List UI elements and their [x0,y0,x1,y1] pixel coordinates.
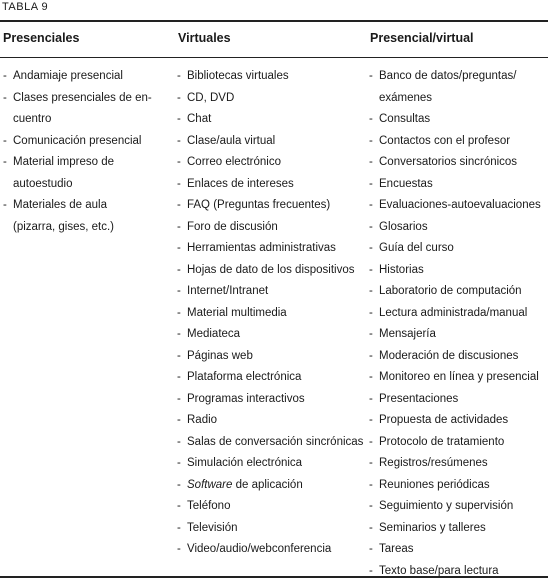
list-item-text: - Lectura administrada/manual [379,303,547,325]
table-caption: TABLA 9 [2,1,48,13]
list-item [177,66,362,88]
list-item-text: - Chat [187,109,362,131]
list-item-text: - Moderación de discusiones [379,346,547,368]
list-item-text: - Banco de datos/preguntas/ [379,66,547,88]
list-item-text: - Comunicación presencial [13,131,168,153]
list-item [177,475,362,497]
item-list [177,66,362,561]
list-item-text: - Andamiaje presencial [13,66,168,88]
list-item-text: - Mediateca [187,324,362,346]
header-rule [0,57,548,58]
list-item-text: - Páginas web [187,346,362,368]
list-item [369,303,547,325]
list-item [177,367,362,389]
list-item [369,346,547,368]
list-item [369,367,547,389]
list-item-text: - Hojas de dato de los dispositivos [187,260,362,282]
list-item-text: - Teléfono [187,496,362,518]
list-item-text: - Foro de discusión [187,217,362,239]
list-item-text: - Radio [187,410,362,432]
list-item [177,303,362,325]
list-item-text: - Seminarios y talleres [379,518,547,540]
list-item [369,496,547,518]
list-item [369,432,547,454]
list-item [369,518,547,540]
list-item-text: - Seguimiento y supervisión [379,496,547,518]
list-item [369,131,547,153]
list-item-text: - Historias [379,260,547,282]
list-item-text: - Monitoreo en línea y presencial [379,367,547,389]
list-item [177,217,362,239]
list-item [177,238,362,260]
list-item-text: - Video/audio/webconferencia [187,539,362,561]
list-item [369,410,547,432]
list-item-italic-text: Software [187,479,232,491]
list-item-text: - Material multimedia [187,303,362,325]
list-item [3,66,168,88]
list-item [177,260,362,282]
list-item [369,217,547,239]
list-item [177,518,362,540]
list-item-text: - Programas interactivos [187,389,362,411]
list-item [369,260,547,282]
list-item [177,152,362,174]
list-item [177,432,362,454]
list-item [177,346,362,368]
list-item [369,475,547,497]
list-item [369,238,547,260]
list-item-text: - Evaluaciones-autoevaluaciones [379,195,547,217]
list-item-text: - Simulación electrónica [187,453,362,475]
top-rule [0,20,548,22]
list-item-text: - Presentaciones [379,389,547,411]
list-item-text: - Registros/resúmenes [379,453,547,475]
list-item-text: - Material impreso de [13,152,168,174]
list-item-text: - Bibliotecas virtuales [187,66,362,88]
list-item [3,131,168,153]
list-item-text: - Texto base/para lectura [379,561,547,582]
list-item [177,410,362,432]
list-item-text: - Laboratorio de computación [379,281,547,303]
list-item-text: - Plataforma electrónica [187,367,362,389]
list-item [369,109,547,131]
list-item [177,109,362,131]
list-item [177,88,362,110]
list-item-text: - Mensajería [379,324,547,346]
column-header: Presencial/virtual [370,31,474,45]
list-item [177,281,362,303]
list-item-text: autoestudio [13,174,168,196]
list-item [369,66,547,109]
list-item-text: - Salas de conversación sincrónicas [187,432,362,454]
list-item-text: (pizarra, gises, etc.) [13,217,168,239]
list-item [177,539,362,561]
list-item-text: - Enlaces de intereses [187,174,362,196]
list-item [3,88,168,131]
list-item-text: - Correo electrónico [187,152,362,174]
list-item [369,561,547,582]
list-item [177,174,362,196]
list-item-text: - Glosarios [379,217,547,239]
item-list [369,66,547,582]
column-header: Virtuales [178,31,231,45]
list-item-text: - Reuniones periódicas [379,475,547,497]
list-item-text: - Consultas [379,109,547,131]
list-item-text: - Televisión [187,518,362,540]
list-item [3,195,168,238]
list-item [177,324,362,346]
list-item [177,389,362,411]
list-item-text: - CD, DVD [187,88,362,110]
list-item [369,152,547,174]
list-item-text: - Conversatorios sincrónicos [379,152,547,174]
list-item [369,281,547,303]
list-item-text: - Contactos con el profesor [379,131,547,153]
list-item-text: - Internet/Intranet [187,281,362,303]
list-item [177,496,362,518]
list-item-text: - Propuesta de actividades [379,410,547,432]
list-item-text: - FAQ (Preguntas frecuentes) [187,195,362,217]
list-item [369,324,547,346]
list-item [369,389,547,411]
list-item-text: - Clase/aula virtual [187,131,362,153]
list-item-text [187,475,362,497]
list-item-text: - Herramientas administrativas [187,238,362,260]
column-header: Presenciales [3,31,79,45]
list-item [3,152,168,195]
list-item [177,195,362,217]
list-item [369,539,547,561]
list-item [369,453,547,475]
list-item [369,174,547,196]
list-item-rest-text: de aplicación [232,479,302,491]
list-item-text: - Protocolo de tratamiento [379,432,547,454]
list-item [369,195,547,217]
list-item-text: - Clases presenciales de en- [13,88,168,110]
list-item-text: - Encuestas [379,174,547,196]
list-item-text: - Tareas [379,539,547,561]
list-item-text: cuentro [13,109,168,131]
list-item [177,453,362,475]
item-list [3,66,168,238]
list-item [177,131,362,153]
list-item-text: - Guía del curso [379,238,547,260]
list-item-text: exámenes [379,88,547,110]
list-item-text: - Materiales de aula [13,195,168,217]
